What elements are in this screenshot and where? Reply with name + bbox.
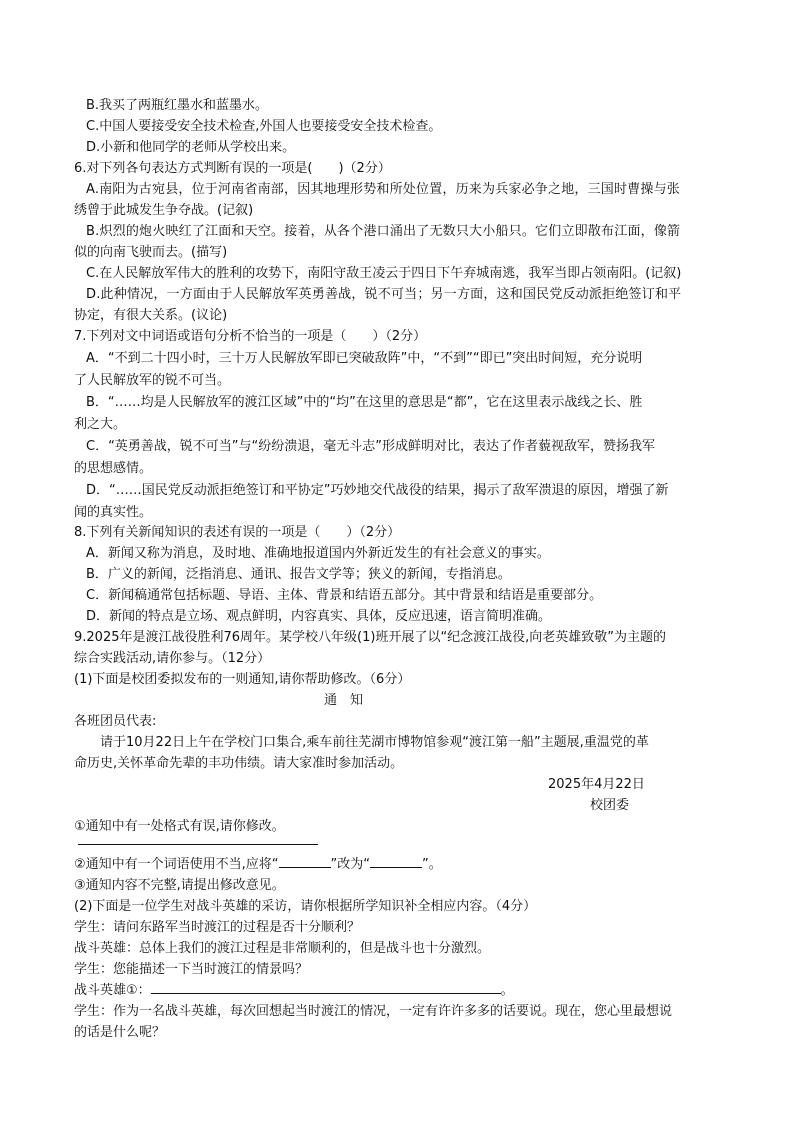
interview-student-2: 学生：您能描述一下当时渡江的情景吗？ <box>74 962 309 977</box>
subquestion-2-text-c: ”。 <box>422 857 442 872</box>
q7-option-b-cont: 利之大。 <box>74 417 127 432</box>
notice-body-cont: 命历史,关怀革命先辈的丰功伟绩。请大家准时参加活动。 <box>74 756 404 771</box>
notice-date: 2025年4月22日 <box>548 777 645 792</box>
q7-option-d: D．“……国民党反动派拒绝签订和平协定”巧妙地交代战役的结果，揭示了敌军溃退的原因，增强了新 <box>86 483 669 498</box>
interview-hero-answer-label: 战斗英雄①： <box>74 983 151 998</box>
q6-option-b-cont: 似的向南飞驶而去。(描写) <box>74 245 228 260</box>
notice-body: 请于10月22日上午在学校门口集合,乘车前往芜湖市博物馆参观“渡江第一船”主题展,重温党的革 <box>100 735 649 750</box>
q8-option-d: D．新闻的特点是立场、观点鲜明，内容真实、具体，反应迅速，语言简明准确。 <box>86 609 552 624</box>
question-8-stem: 8.下列有关新闻知识的表述有误的一项是（ ）（2分） <box>74 525 401 540</box>
q7-option-c: C．“英勇善战，锐不可当”与“纷纷溃退，毫无斗志”形成鲜明对比，表达了作者藐视敌军，赞扬我军 <box>86 439 656 454</box>
q7-option-d-cont: 闻的真实性。 <box>74 505 153 520</box>
notice-title: 通 知 <box>324 693 364 708</box>
subquestion-2-text-a: ②通知中有一个词语使用不当,应将“ <box>74 857 279 872</box>
option-b-ink: B.我买了两瓶红墨水和蓝墨水。 <box>86 98 269 113</box>
q9-part-1-prompt: (1)下面是校团委拟发布的一则通知,请你帮助修改。（6分） <box>74 672 411 687</box>
q7-option-b: B．“……均是人民解放军的渡江区域”中的“均”在这里的意思是“都”，它在这里表示战线之长、胜 <box>86 395 643 410</box>
q8-option-a: A．新闻又称为消息，及时地、准确地报道国内外新近发生的有社会意义的事实。 <box>86 546 550 561</box>
q6-option-b: B.炽烈的炮火映红了江面和天空。接着，从各个港口涌出了无数只大小船只。它们立即散布江面，像箭 <box>86 224 681 239</box>
interview-hero-answer-end: 。 <box>500 983 514 998</box>
q8-option-b: B．广义的新闻，泛指消息、通讯、报告文学等；狭义的新闻，专指消息。 <box>86 567 511 582</box>
q6-option-a: A.南阳为古宛县，位于河南省南部，因其地理形势和所处位置，历来为兵家必争之地，三国时曹操与张 <box>86 182 680 197</box>
answer-line-hero[interactable] <box>151 981 501 994</box>
q7-option-a-cont: 了人民解放军的锐不可当。 <box>74 373 231 388</box>
notice-signature: 校团委 <box>590 798 630 813</box>
question-9-stem-cont: 综合实践活动,请你参与。（12分） <box>74 651 271 666</box>
q6-option-d-cont: 协定，有很大关系。(议论) <box>74 308 228 323</box>
option-c-inspection: C.中国人要接受安全技术检查,外国人也要接受安全技术检查。 <box>86 119 442 134</box>
answer-line-1[interactable] <box>78 832 318 852</box>
subquestion-1: ①通知中有一处格式有误,请你修改。 <box>74 819 285 834</box>
question-6-stem: 6.对下列各句表达方式判断有误的一项是( )（2分） <box>74 161 391 176</box>
q6-option-d: D.此种情况，一方面由于人民解放军英勇善战，锐不可当；另一方面，这和国民党反动派拒绝签订和平 <box>86 287 682 302</box>
subquestion-2 <box>74 855 442 875</box>
notice-salutation: 各班团员代表: <box>74 714 157 729</box>
interview-hero-1: 战斗英雄：总体上我们的渡江过程是非常顺利的，但是战斗也十分激烈。 <box>74 941 491 956</box>
q8-option-c: C．新闻稿通常包括标题、导语、主体、背景和结语五部分。其中背景和结语是重要部分。 <box>86 588 603 603</box>
interview-hero-answer <box>74 981 514 1001</box>
interview-student-3-cont: 的话是什么呢？ <box>74 1025 166 1040</box>
q6-option-a-cont: 绣曾于此城发生争夺战。(记叙) <box>74 203 254 218</box>
subquestion-2-text-b: ”改为“ <box>330 857 371 872</box>
question-7-stem: 7.下列对文中词语或语句分析不恰当的一项是（ ）（2分） <box>74 329 427 344</box>
q7-option-c-cont: 的思想感情。 <box>74 461 153 476</box>
interview-student-3: 学生：作为一名战斗英雄，每次回想起当时渡江的情况，一定有许许多多的话要说。现在，您心里最想说 <box>74 1004 673 1019</box>
answer-blank-original-word[interactable] <box>279 855 331 868</box>
option-d-teacher: D.小新和他同学的老师从学校出来。 <box>86 140 296 155</box>
q7-option-a: A．“不到二十四小时，三十万人民解放军即已突破敌阵”中，“不到”“即已”突出时间短，充分说明 <box>86 351 643 366</box>
question-9-stem: 9.2025年是渡江战役胜利76周年。某学校八年级(1)班开展了以“纪念渡江战役,向老英雄致敬”为主题的 <box>74 630 667 645</box>
q6-option-c: C.在人民解放军伟大的胜利的攻势下，南阳守敌王凌云于四日下午弃城南逃，我军当即占领南阳。(记叙) <box>86 266 682 281</box>
answer-blank-replacement-word[interactable] <box>370 855 422 868</box>
interview-student-1: 学生：请问东路军当时渡江的过程是否十分顺利？ <box>74 920 361 935</box>
q9-part-2-prompt: (2)下面是一位学生对战斗英雄的采访，请你根据所学知识补全相应内容。（4分） <box>74 899 537 914</box>
subquestion-3: ③通知内容不完整,请提出修改意见。 <box>74 878 285 893</box>
